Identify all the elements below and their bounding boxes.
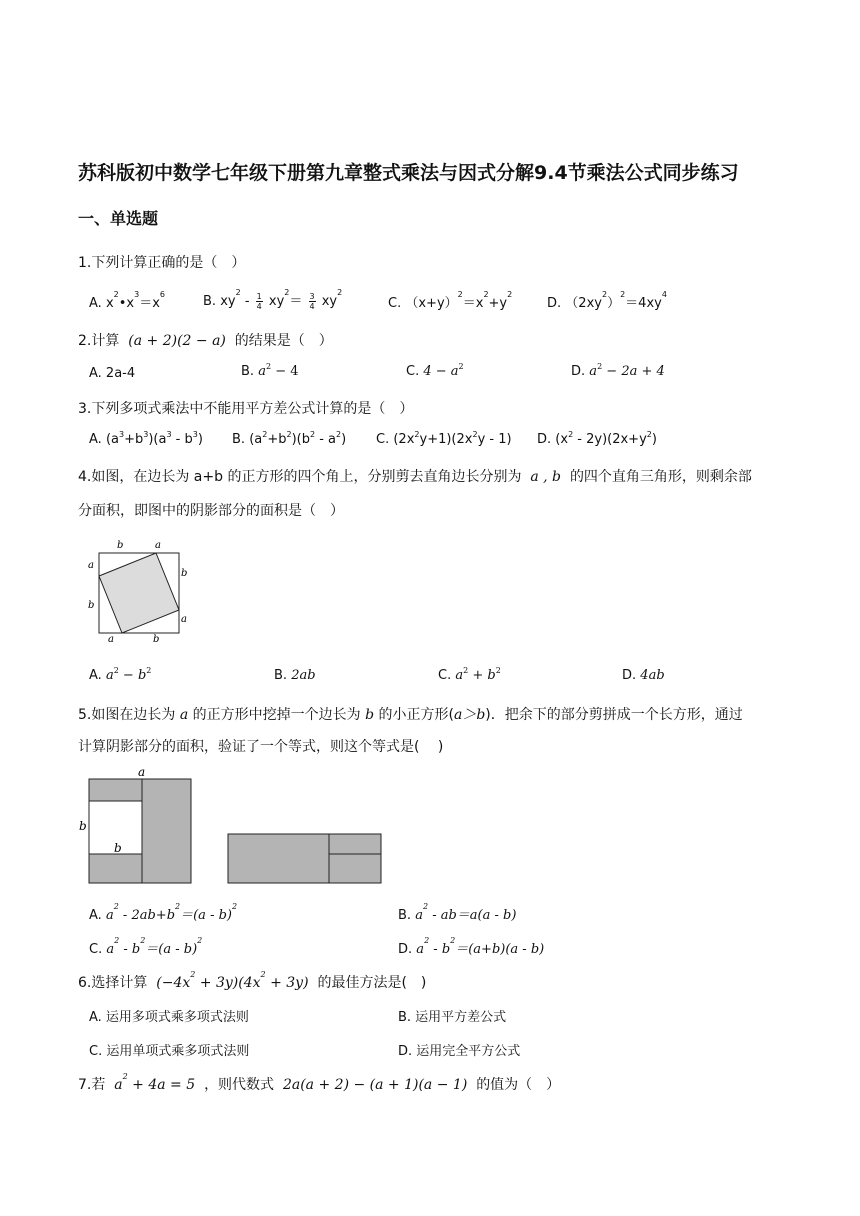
q4-option-c: C. $a^2 + b^2$: [438, 666, 501, 683]
q3-option-d: D. $(x^2 - 2y)(2x+y^2)$: [537, 430, 657, 447]
label-right-a: a: [181, 614, 187, 625]
q5-figures: [78, 762, 388, 888]
q4-option-a: A. $a^2 - b^2$: [89, 666, 152, 683]
label-top-a: a: [155, 540, 161, 551]
label-top-a: a: [138, 765, 146, 779]
q5-left-figure: [79, 765, 191, 883]
q5-option-a: A. $a^2 - 2ab+b^2=(a - b)^2$: [89, 902, 238, 923]
q5-option-b: B. $a^2 - ab=a(a - b)$: [398, 902, 517, 923]
question-5-stem-line1: 5.如图在边长为 a 的正方形中挖掉一个边长为 b 的小正方形(a＞b)．把余下的部分剪拼成一个长方形，通过: [78, 707, 743, 723]
question-2-stem: 2.计算 (a + 2)(2 − a) 的结果是（ ）: [78, 333, 333, 349]
question-1-stem: 1.下列计算正确的是（ ）: [78, 255, 246, 271]
q2-option-d: D. $a^2 - 2a + 4$: [571, 362, 665, 379]
q2-option-c: C. $4 - a^2$: [406, 362, 464, 379]
q2-option-b: B. $a^2 - 4$: [241, 362, 299, 379]
question-7-stem: 7.若 $a^2 + 4a = 5$ ，则代数式 2a(a + 2) − (a + 1)(a − 1) 的值为（ ）: [78, 1072, 561, 1093]
question-5-stem-line2: 计算阴影部分的面积，验证了一个等式，则这个等式是( ): [78, 739, 444, 755]
shaded-inner-square: [99, 553, 179, 633]
page-title: 苏科版初中数学七年级下册第九章整式乘法与因式分解9.4节乘法公式同步练习: [78, 162, 739, 184]
label-bottom-b: b: [153, 634, 160, 645]
q6-option-b: B. 运用平方差公式: [398, 1010, 507, 1025]
q6-option-c: C. 运用单项式乘多项式法则: [89, 1044, 250, 1059]
q1-option-b: B. $xy^2$ - $\frac{1}{4}$ $xy^2=$ $\frac{3}{4}$ $xy^2$: [203, 288, 343, 311]
q3-option-a: A. $(a^3+b^3)(a^3 - b^3)$: [89, 430, 203, 447]
label-right-b: b: [181, 568, 188, 579]
question-3-stem: 3.下列多项式乘法中不能用平方差公式计算的是（ ）: [78, 401, 414, 417]
label-left-a: a: [88, 560, 94, 571]
q5-option-d: D. $a^2 - b^2=(a+b)(a - b)$: [398, 936, 545, 957]
q3-option-b: B. $(a^2+b^2)(b^2 - a^2)$: [232, 430, 347, 447]
label-top-b: b: [117, 540, 124, 551]
question-4-stem-line1: 4.如图，在边长为 a+b 的正方形的四个角上，分别剪去直角边长分别为 a , b 的四个直角三角形，则剩余部: [78, 469, 752, 485]
q5-right-figure: [228, 834, 381, 883]
label-left-b: b: [79, 819, 87, 833]
q1-option-d: D. $(2xy^2)^2=4xy^4$: [547, 290, 667, 311]
q2-option-a: A. 2a-4: [89, 366, 136, 381]
q1-option-c: C. $(x+y)^2=x^2+y^2$: [388, 290, 513, 311]
label-inner-b: b: [114, 841, 122, 855]
q6-option-a: A. 运用多项式乘多项式法则: [89, 1010, 249, 1025]
q4-option-b: B. 2ab: [274, 668, 316, 683]
q5-option-c: C. $a^2 - b^2=(a - b)^2$: [89, 936, 203, 957]
q4-square-figure: [86, 538, 188, 646]
section-heading: 一、单选题: [78, 209, 159, 228]
question-6-stem: 6.选择计算 $(-4x^2 + 3y)(4x^2 + 3y)$ 的最佳方法是( ): [78, 970, 427, 991]
label-left-b: b: [88, 600, 95, 611]
q1-option-a: A. $x^2•x^3=x^6$: [89, 290, 165, 311]
q4-option-d: D. 4ab: [622, 668, 665, 683]
question-4-stem-line2: 分面积，即图中的阴影部分的面积是（ ）: [78, 503, 344, 519]
q6-option-d: D. 运用完全平方公式: [398, 1044, 521, 1059]
label-bottom-a: a: [108, 634, 114, 645]
q3-option-c: C. $(2x^2y+1)(2x^2y - 1)$: [376, 430, 512, 447]
